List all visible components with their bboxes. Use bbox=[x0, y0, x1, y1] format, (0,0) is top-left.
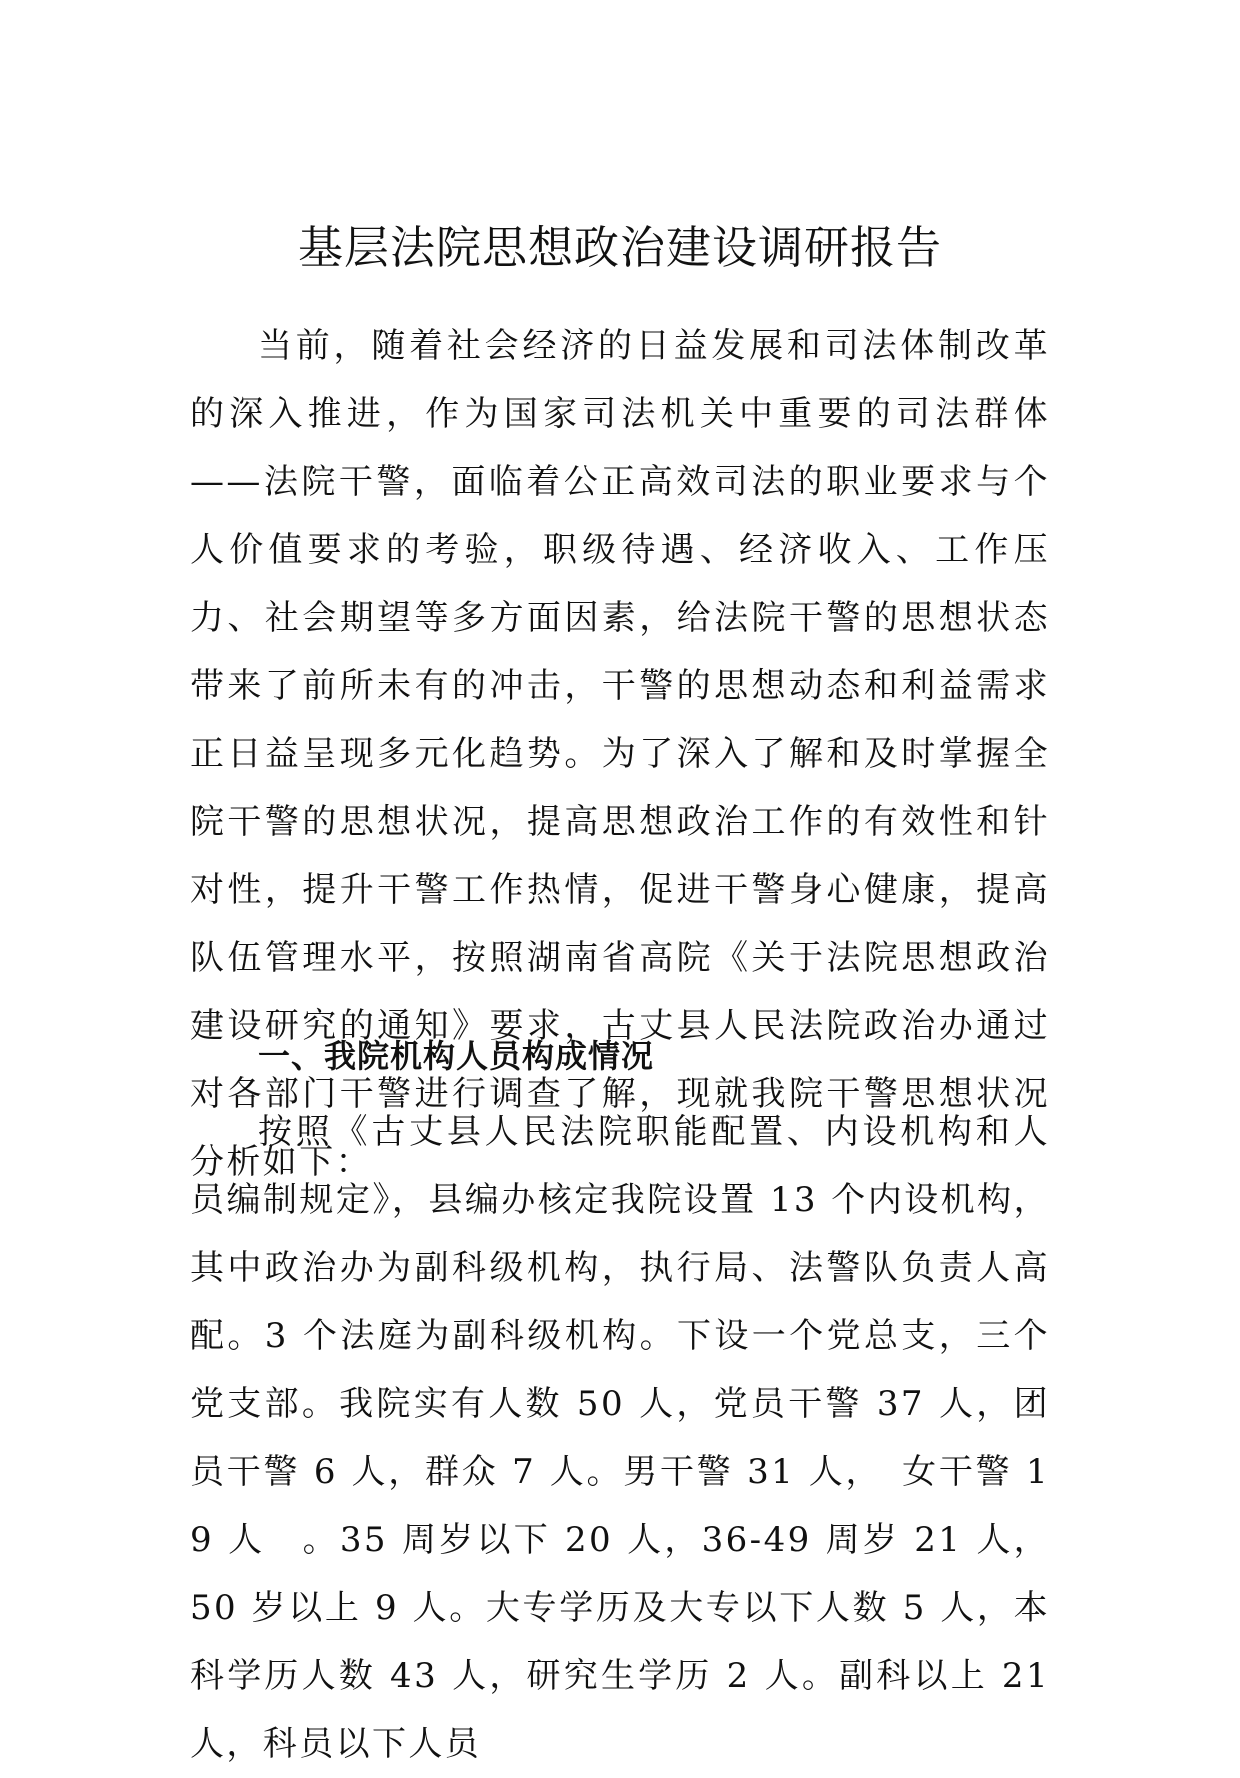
section-paragraph: 按照《古丈县人民法院职能配置、内设机构和人员编制规定》，县编办核定我院设置 13 个内设机构，其中政治办为副科级机构，执行局、法警队负责人高配。3 个法庭为副科级机构。下设一个党总支，三个党支部。我院实有人数 50 人，党员干警 37 人，团员干警 6 人，群众 7 人。男干警 31 人， 女干警 19 人 。35 周岁以下 20 人，36-49 周岁 21 人，50 岁以上 9 人。大专学历及大专以下人数 5 人，本科学历人数 43 人，研究生学历 2 人。副科以上 21 人，科员以下人员 bbox=[190, 1112, 1050, 1764]
document-title: 基层法院思想政治建设调研报告 bbox=[297, 221, 942, 274]
intro-paragraph: 当前，随着社会经济的日益发展和司法体制改革的深入推进，作为国家司法机关中重要的司法群体——法院干警，面临着公正高效司法的职业要求与个人价值要求的考验，职级待遇、经济收入、工作压力、社会期望等多方面因素，给法院干警的思想状态带来了前所未有的冲击，干警的思想动态和利益需求正日益呈现多元化趋势。为了深入了解和及时掌握全院干警的思想状况，提高思想政治工作的有效性和针对性，提升干警工作热情，促进干警身心健康，提高队伍管理水平，按照湖南省高院《关于法院思想政治建设研究的通知》要求，古丈县人民法院政治办通过对各部门干警进行调查了解，现就我院干警思想状况分析如下： bbox=[190, 326, 1050, 1182]
section-heading: 一、我院机构人员构成情况 bbox=[258, 1037, 655, 1075]
